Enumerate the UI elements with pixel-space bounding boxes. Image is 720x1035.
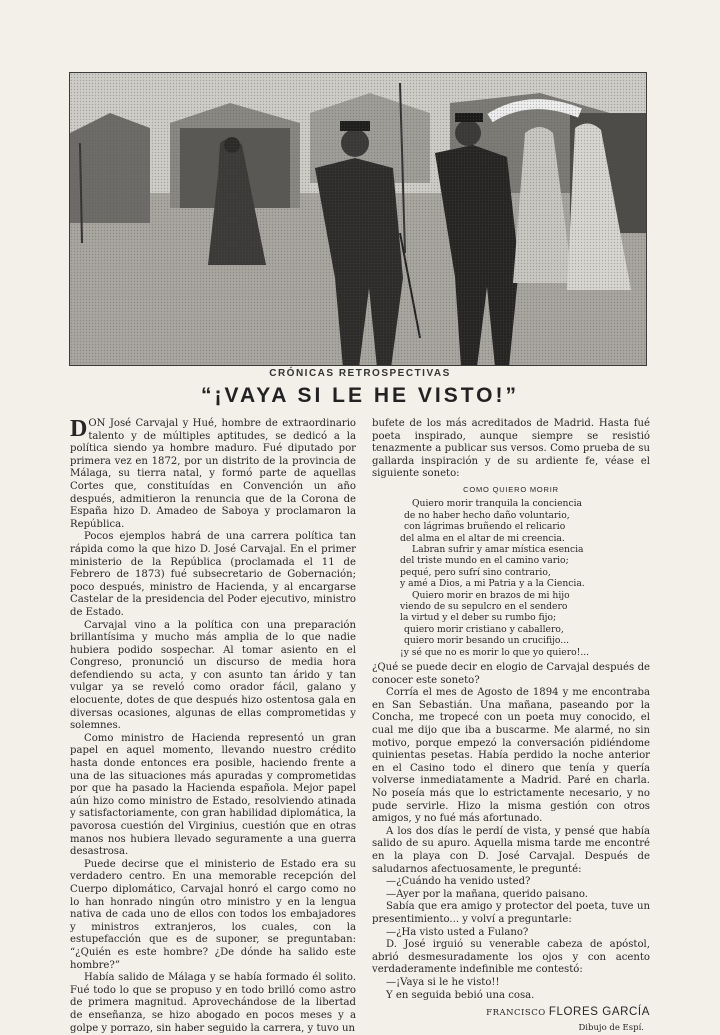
section-label: CRÓNICAS RETROSPECTIVAS [269, 368, 451, 379]
author-first-name: FRANCISCO [486, 1008, 546, 1019]
dialogue-line: —Ayer por la mañana, querido paisano. [386, 888, 589, 900]
poem-line: Quiero morir tranquila la conciencia [412, 498, 583, 510]
poem-line: pequé, pero sufrí sino contrario, [400, 566, 551, 578]
paragraph: DON José Carvajal y Hué, hombre de extraordinario talento y de múltiples aptitudes, se dedicó a la política siendo ya hombre maduro. Fué diputado por primera vez en 1872, por un distrito de la provincia de Málaga, su tierra natal, y formó parte de aquellas Cortes que, constituídas en Convención un año después, admitieron la renuncia que de la Corona de España hizo D. Amadeo de Saboya y proclamaron la República. [70, 416, 356, 530]
poem-line: con lágrimas bruñendo el relicario [404, 521, 566, 533]
paragraph: Sabía que era amigo y protector del poeta, tuve un presentimiento... y volví a preguntarle: [372, 901, 650, 925]
poem-line: del triste mundo en el camino vario; [400, 555, 569, 567]
poem-line: de no haber hecho daño voluntario, [404, 509, 570, 521]
paragraph: Como ministro de Hacienda representó un gran papel en aquel momento, llevando nuestro crédito hasta donde entonces era posible, haciendo frente a una de las situaciones más apuradas y comprometidas por que ha pasado la Hacienda española. Mejor papel aún hizo como ministro de Estado, resolviendo atinada y satisfactoriamente, con gran habilidad diplomática, la pavorosa cuestión del Virginius, cuestión que en otras manos nos hubiera llevado seguramente a una guerra desastrosa. [70, 732, 356, 858]
left-column [70, 418, 356, 1035]
beach-scene-illustration [69, 72, 647, 366]
right-column [372, 418, 650, 1034]
paragraph: Carvajal vino a la política con una preparación brillantísima y mucho más amplia de lo que nadie hubiera podido sospechar. Al tomar asiento en el Congreso, pronunció un discurso de media hora defendiendo su acta, y con asunto tan árido y tan vulgar ya se reveló como orador fácil, galano y elocuente, dotes de que después hizo ostentosa gala en diversas ocasiones, algunas de ellas comprometidas y solemnes. [70, 619, 356, 732]
paragraph: D. José irguió su venerable cabeza de apóstol, abrió desmesuradamente los ojos y con acento verdaderamente indefinible me contestó: [372, 939, 650, 976]
dialogue-line: —¿Cuándo ha venido usted? [386, 876, 531, 888]
paragraph: Había salido de Málaga y se había formado él solito. Fué todo lo que se propuso y en todo brilló como astro de primera magnitud. Aprovechándose de la libertad de enseñanza, se hizo abogado en pocos meses y a golpe y porrazo, sin haber seguido la carrera, y tuvo un [70, 972, 356, 1034]
author-last-name: FLORES GARCÍA [548, 1006, 650, 1019]
dialogue-line: —¡Vaya si le he visto!! [386, 976, 500, 988]
poem-line: y amé a Dios, a mi Patria y a la Ciencia. [400, 578, 585, 590]
paragraph: bufete de los más acreditados de Madrid. Hasta fué poeta inspirado, aunque siempre se resistió tenazmente a publicar sus versos. Como prueba de su gallarda inspiración y de su ardiente fe, véase el siguiente soneto: [372, 418, 650, 480]
paragraph: Y en seguida bebió una cosa. [386, 989, 535, 1001]
drop-cap: D [70, 416, 88, 442]
poem-line: viendo de su sepulcro en el sendero [400, 601, 568, 613]
paragraph: A los dos días le perdí de vista, y pensé que había salido de su apuro. Aquella misma tarde me encontré en la playa con D. José Carvajal. Después de saludarnos afectuosamente, le pregunté: [372, 825, 650, 875]
paragraph: Corría el mes de Agosto de 1894 y me encontraba en San Sebastián. Una mañana, paseando por la Concha, me tropecé con un poeta muy conocido, el cual me dijo que iba a buscarme. Me alarmé, no sin motivo, porque empezó la conversación pidiéndome quinientas pesetas. Había perdido la noche anterior en el Casino todo el dinero que tenía y quería volverse inmediatamente a Madrid. Paré en charla. No poseía más que lo estrictamente necesario, y no pude servirle. Hizo la misma gestión con otros amigos, y no fué más afortunado. [372, 687, 650, 825]
illustration-credit: Dibujo de Espí. [578, 1022, 644, 1033]
poem-line: quiero morir cristiano y caballero, [404, 623, 564, 635]
author-signature [372, 1006, 650, 1020]
sonnet [372, 484, 650, 658]
poem-line: ¡y sé que no es morir lo que yo quiero!... [400, 646, 590, 658]
poem-line: quiero morir besando un crucifijo... [404, 635, 570, 647]
poem-line: del alma en el altar de mi creencia. [400, 532, 565, 544]
poem-line: la virtud y el deber su rumbo fijo; [400, 612, 557, 624]
paragraph: ¿Qué se puede decir en elogio de Carvajal después de conocer este soneto? [372, 662, 650, 686]
paragraph: Puede decirse que el ministerio de Estado era su verdadero centro. En una memorable recepción del Cuerpo diplomático, Carvajal honró el cargo como no lo han honrado ningún otro ministro y en la lengua nativa de cada uno de ellos con todos los embajadores y ministros extranjeros, los cuales, con la estupefacción que es de suponer, se preguntaban: “¿Quién es este hombre? ¿De dónde ha salido este hombre?” [70, 858, 356, 971]
article-title: “¡VAYA SI LE HE VISTO!” [201, 384, 519, 407]
poem-title: COMO QUIERO MORIR [463, 484, 559, 494]
paragraph: Pocos ejemplos habrá de una carrera política tan rápida como la que hizo D. José Carvajal. En el primer ministerio de la República (proclamada el 11 de Febrero de 1873) fué subsecretario de Gobernación; poco después, ministro de Hacienda, y al encargarse Castelar de la presidencia del Poder ejecutivo, ministro de Estado. [70, 531, 356, 618]
poem-line: Labran sufrir y amar mística esencia [412, 544, 584, 555]
poem-line: Quiero morir en brazos de mi hijo [412, 589, 570, 601]
illustration-drawing [70, 73, 646, 365]
dialogue-line: —¿Ha visto usted a Fulano? [386, 926, 529, 938]
